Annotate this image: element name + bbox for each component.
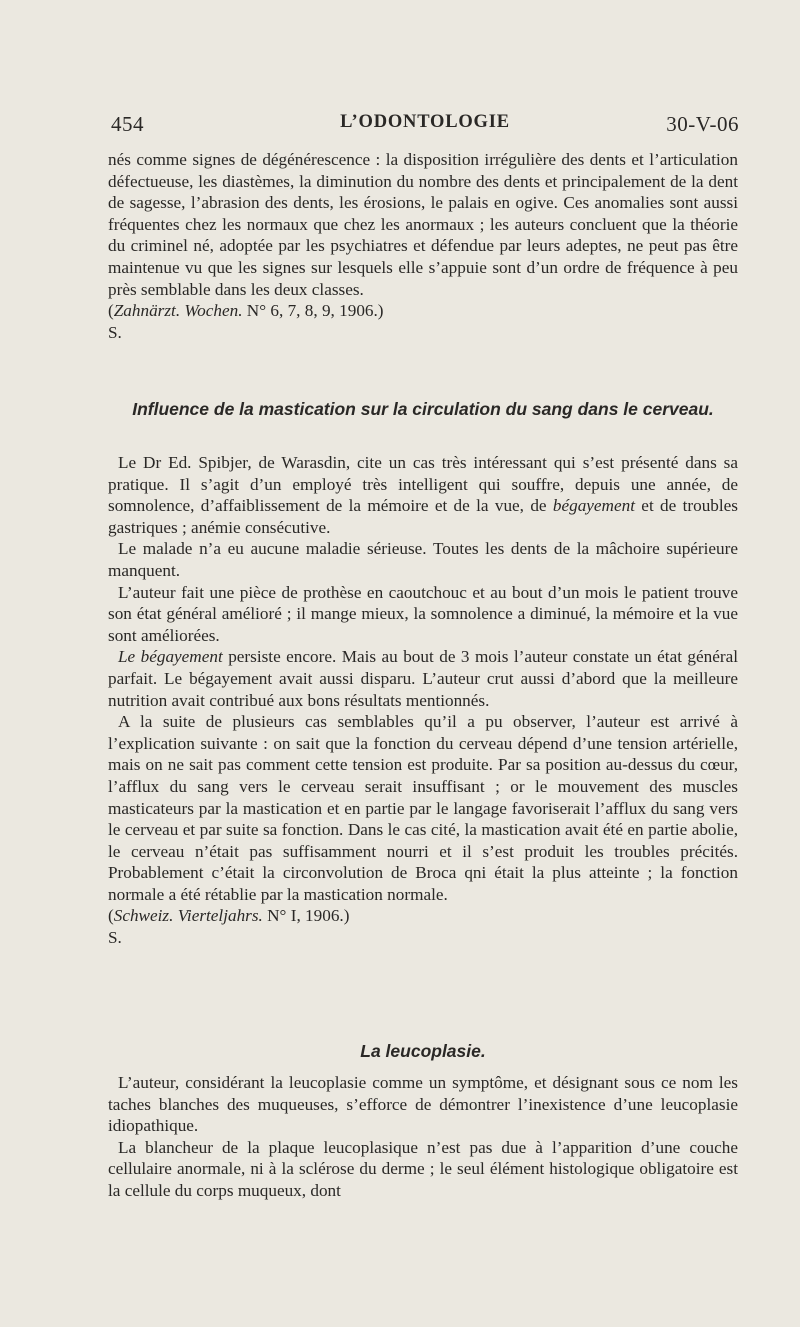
paragraph: L’auteur, considérant la leucoplasie comme un symptôme, et désignant sous ce nom les taches blanches des muqueuses, s’efforce de démontrer l’inexistence d’une leucoplasie idiopathique.	[108, 1073, 738, 1136]
source-journal: Schweiz. Vierteljahrs.	[113, 906, 263, 926]
paragraph: nés comme signes de dégénérescence : la disposition irrégulière des dents et l’articulation défectueuse, les diastèmes, la diminution du nombre des dents et principalement de la dent de sagesse, l’abrasion des dents, les érosions, le palais en ogive. Ces anomalies sont aussi fréquentes chez les normaux que chez les anormaux ; les auteurs concluent que la théorie du criminel né, adoptée par les psychiatres et défendue par leurs adeptes, ne peut pas être maintenue vu que les signes sur lesquels elle s’appuie sont d’un ordre de fréquence à peu près semblable dans les deux classes.	[108, 150, 738, 299]
paragraph: Le Dr Ed. Spibjer, de Warasdin, cite un cas très intéressant qui s’est présenté dans sa pratique. Il s’agit d’un employé très intelligent qui souffre, depuis une année, de somnolence, d’affaiblissement de la mémoire et de la vue, de bégayement et de troubles gastriques ; anémie consécutive.	[108, 453, 738, 537]
article-heading	[108, 1040, 738, 1062]
paragraph: Le bégayement persiste encore. Mais au bout de 3 mois l’auteur constate un état général parfait. Le bégayement avait aussi disparu. L’auteur crut aussi d’abord que la meilleure nutrition avait contribué aux bons résultats mentionnés.	[108, 647, 738, 710]
signature: S.	[108, 928, 122, 948]
source-citation: (Schweiz. Vierteljahrs. N° I, 1906.)	[108, 906, 350, 926]
paragraph: A la suite de plusieurs cas semblables qu’il a pu observer, l’auteur est arrivé à l’explication suivante : on sait que la fonction du cerveau dépend d’une tension artérielle, mais on ne sait pas comment cette tension est produite. Par sa position au-dessus du cœur, l’afflux du sang vers le cerveau serait insuffisant ; or le mouvement des muscles masticateurs par la mastication et en partie par le langage favoriserait l’afflux du sang vers le cerveau et par suite sa fonction. Dans le cas cité, la mastication avait été en partie abolie, le cerveau n’était pas suffisamment nourri et il s’est produit les troubles précités. Probablement c’était la circonvolution de Broca qni était la plus atteinte ; la fonction normale a été rétablie par la mastication normale.	[108, 712, 738, 904]
source-journal: Zahnärzt. Wochen.	[113, 301, 243, 321]
signature: S.	[108, 322, 122, 342]
article-body	[108, 1072, 738, 1202]
paragraph: La blancheur de la plaque leucoplasique n’est pas due à l’apparition d’une couche cellulaire anormale, ni à la sclérose du derme ; le seul élément histologique obligatoire est la cellule du corps muqueux, dont	[108, 1137, 738, 1200]
article-title: Influence de la mastication sur la circulation du sang dans le cerveau.	[132, 399, 714, 419]
article-body	[108, 452, 738, 949]
article-title: La leucoplasie.	[360, 1041, 486, 1061]
running-header	[111, 112, 739, 140]
page-number: 454	[111, 112, 144, 136]
paragraph: L’auteur fait une pièce de prothèse en caoutchouc et au bout d’un mois le patient trouve son état général amélioré ; il mange mieux, la somnolence a diminué, la mémoire et la vue sont améliorées.	[108, 582, 738, 645]
journal-title: L’ODONTOLOGIE	[340, 112, 510, 132]
section-continuation	[108, 149, 738, 343]
issue-date: 30-V-06	[666, 112, 739, 136]
source-citation: (Zahnärzt. Wochen. N° 6, 7, 8, 9, 1906.)	[108, 301, 384, 321]
paragraph: Le malade n’a eu aucune maladie sérieuse. Toutes les dents de la mâchoire supérieure manquent.	[108, 539, 738, 580]
article-heading	[108, 398, 738, 420]
